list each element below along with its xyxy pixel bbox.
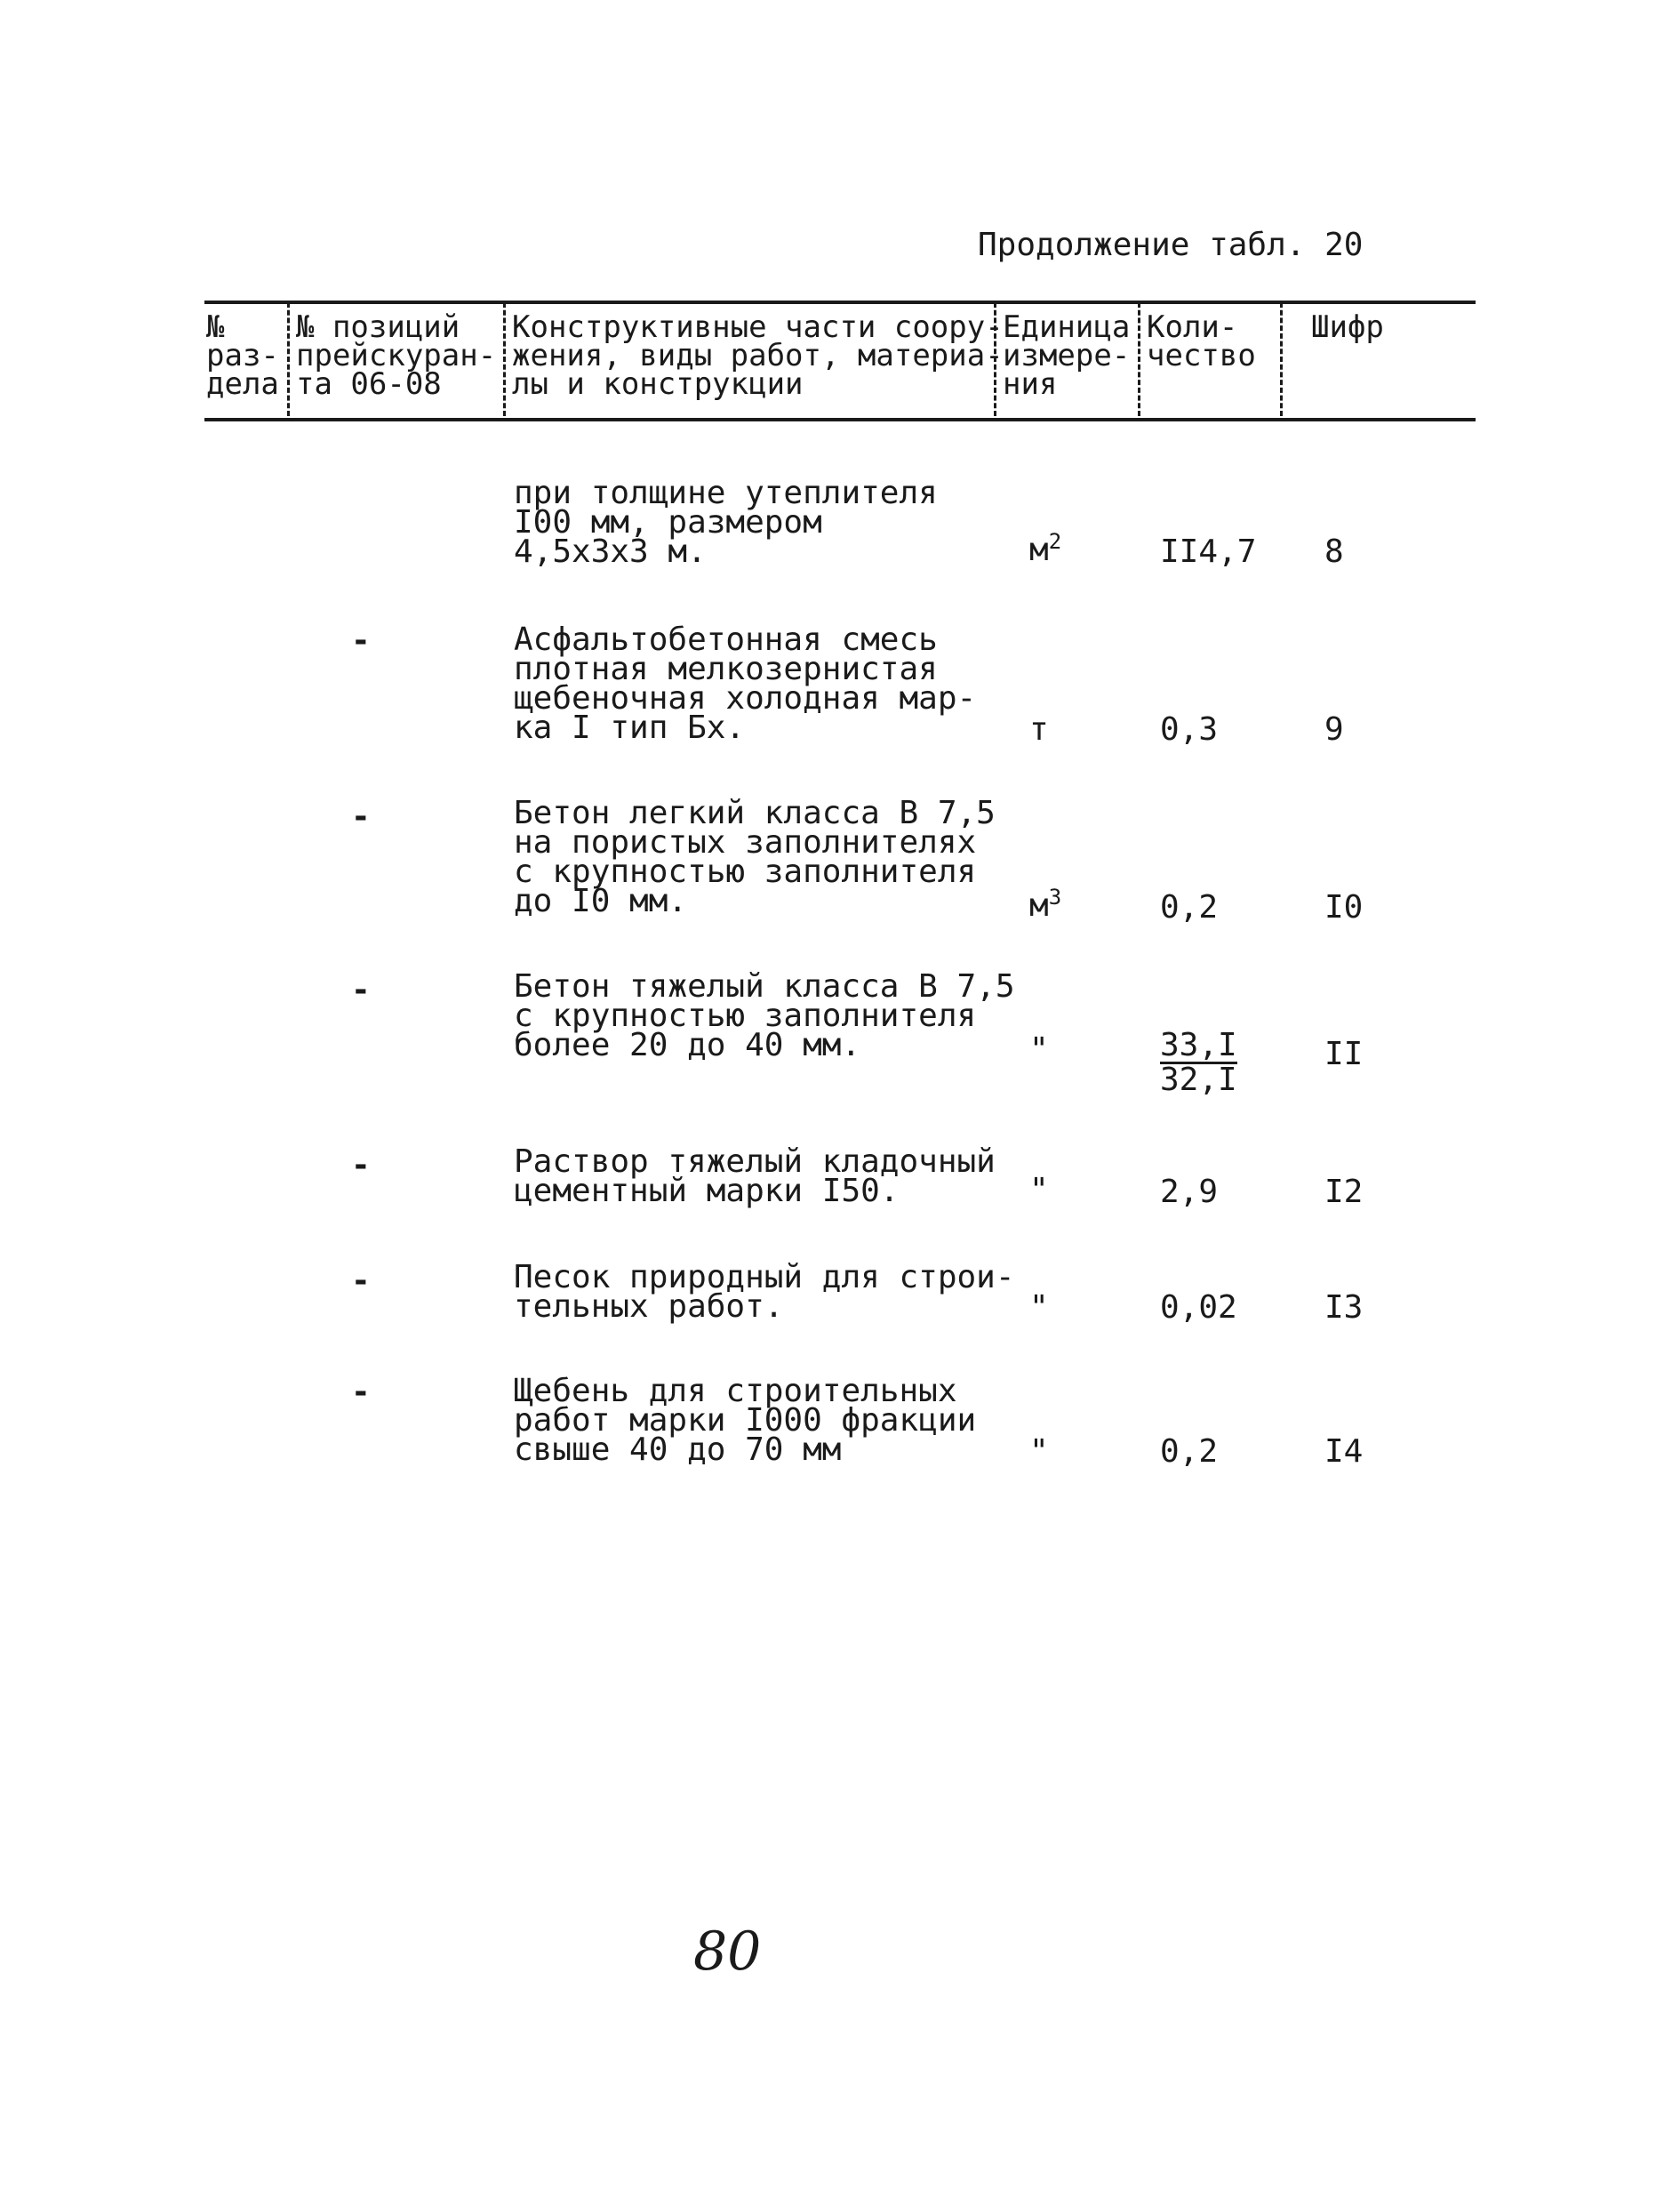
row-code: I2 <box>1324 1174 1364 1210</box>
table-header-bottom-rule <box>204 418 1476 421</box>
header-description: Конструктивные части соору- жения, виды работ, материа- лы и конструкции <box>512 309 1004 402</box>
row-code: I0 <box>1324 889 1364 926</box>
row-quantity: 0,2 <box>1160 1433 1219 1470</box>
row-position: - <box>351 972 371 1008</box>
row-description: Бетон легкий класса В 7,5 на пористых заполнителях с крупностью заполнителя до I0 мм. <box>514 795 996 919</box>
row-description: Раствор тяжелый кладочный цементный марки I50. <box>514 1143 996 1209</box>
table-top-rule <box>204 301 1476 304</box>
quantity-numerator: 33,I <box>1160 1027 1237 1063</box>
header-divider <box>503 302 506 416</box>
row-unit: " <box>1029 1289 1049 1326</box>
quantity-denominator: 32,I <box>1160 1062 1237 1098</box>
row-quantity-fraction <box>1160 1027 1237 1098</box>
row-code: 8 <box>1324 533 1344 570</box>
header-code: Шифр <box>1311 309 1384 345</box>
header-divider <box>1138 302 1140 416</box>
header-quantity: Коли- чество <box>1147 309 1256 373</box>
row-code: I4 <box>1324 1433 1364 1470</box>
header-divider <box>1280 302 1283 416</box>
row-quantity: II4,7 <box>1160 533 1257 570</box>
row-quantity: 0,02 <box>1160 1289 1237 1326</box>
row-position: - <box>351 622 371 659</box>
row-code: 9 <box>1324 711 1344 748</box>
row-unit: " <box>1029 1433 1049 1470</box>
row-description: Бетон тяжелый класса В 7,5 с крупностью заполнителя более 20 до 40 мм. <box>514 968 1015 1063</box>
row-quantity: 0,3 <box>1160 711 1219 748</box>
row-description: Щебень для строительных работ марки I000 фракции свыше 40 до 70 мм <box>514 1373 977 1468</box>
row-quantity: 0,2 <box>1160 889 1219 926</box>
row-description: Асфальтобетонная смесь плотная мелкозернистая щебеночная холодная мар- ка I тип Бх. <box>514 621 977 746</box>
row-position: - <box>351 798 371 835</box>
row-unit: т <box>1029 711 1049 748</box>
row-position: - <box>351 1374 371 1410</box>
row-quantity: 2,9 <box>1160 1174 1219 1210</box>
page-number: 80 <box>693 1920 762 1983</box>
row-position: - <box>351 1263 371 1299</box>
row-position: - <box>351 1147 371 1183</box>
continuation-label: Продолжение табл. 20 <box>978 227 1364 263</box>
header-section-number: № раз- дела <box>206 309 279 402</box>
header-divider <box>287 302 290 416</box>
row-description: при толщине утеплителя I00 мм, размером 4,5х3х3 м. <box>514 475 938 570</box>
row-unit: $м^3$ <box>1029 885 1062 924</box>
header-divider <box>994 302 996 416</box>
row-code: I3 <box>1324 1289 1364 1326</box>
row-description: Песок природный для строи- тельных работ. <box>514 1259 1015 1325</box>
row-unit: " <box>1029 1031 1049 1068</box>
header-unit: Единица измере- ния <box>1003 309 1131 402</box>
row-unit: " <box>1029 1172 1049 1208</box>
header-price-list-position: № позиций прейскуран- та 06-08 <box>296 309 497 402</box>
row-code: II <box>1324 1036 1364 1072</box>
row-unit: $м^2$ <box>1029 529 1062 568</box>
